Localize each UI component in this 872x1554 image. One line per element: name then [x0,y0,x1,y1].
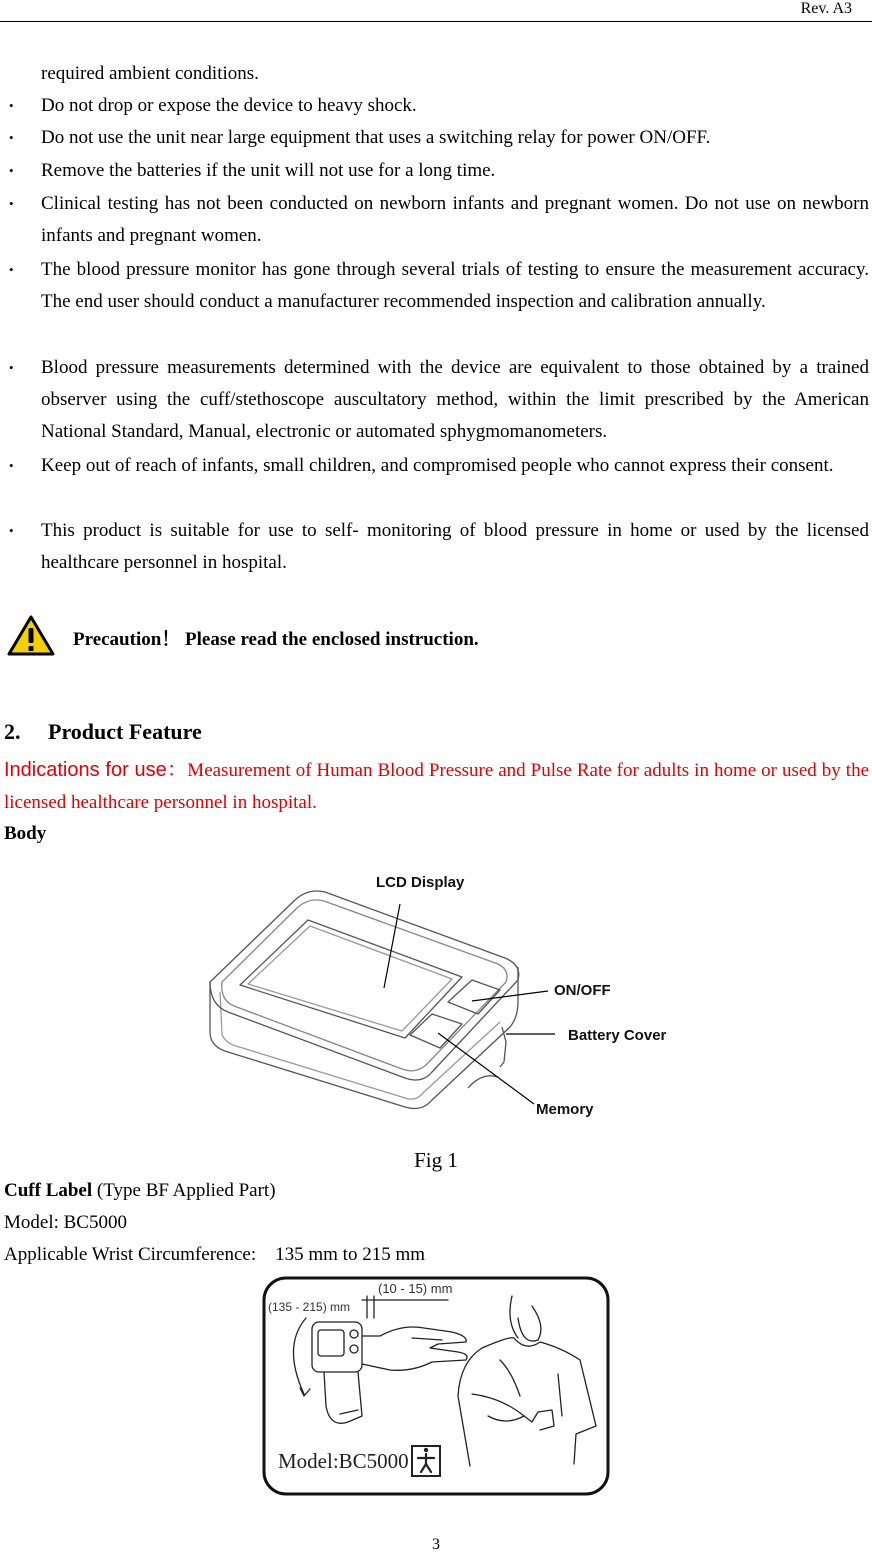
bullet-item: Keep out of reach of infants, small children, and compromised people who cannot express their consent. [41,455,834,476]
bullet-item: Do not drop or expose the device to heavy shock. [41,95,417,116]
bullet-item: Blood pressure measurements determined with the device are equivalent to those obtained by a trained observer using the cuff/stethoscope auscultatory method, within the limit prescribed by the American National Standard, Manual, electronic or automated sphygmomanometers. [41,357,869,442]
cuff-label-line [4,1175,276,1207]
offset-label: (10 - 15) mm [378,1281,453,1296]
bullet-item: Clinical testing has not been conducted on newborn infants and pregnant women. Do not use on newborn infants and pregnant women. [41,193,869,246]
bullet-icon: • [9,196,14,211]
bullet-icon: • [9,360,14,375]
indications-paragraph [4,754,869,819]
cuff-label-figure [262,1276,610,1498]
indications-text: Measurement of Human Blood Pressure and Pulse Rate for adults in home or used by the licensed healthcare personnel in hospital. [4,760,869,813]
indications-label: Indications for use： [4,759,188,781]
bullet-icon: • [9,262,14,277]
page-number: 3 [432,1536,440,1553]
body-heading: Body [4,823,47,844]
circumference-line: Applicable Wrist Circumference: 135 mm to 215 mm [4,1244,426,1265]
page-header [0,0,872,22]
section-title: Product Feature [48,719,202,744]
precaution-text: Precaution！ Please read the enclosed instruction. [73,629,479,650]
figure-caption: Fig 1 [414,1148,458,1172]
bullet-icon: • [9,130,14,145]
bullet-item: Do not use the unit near large equipment that uses a switching relay for power ON/OFF. [41,127,711,148]
on-off-label: ON/OFF [554,982,611,999]
revision-label: Rev. A3 [800,0,852,17]
bullet-icon: • [9,163,14,178]
type-bf-icon [412,1446,440,1476]
model-line: Model: BC5000 [4,1212,127,1233]
warning-icon [6,614,56,658]
cuff-note: (Type BF Applied Part) [96,1180,276,1201]
bullet-icon: • [9,523,14,538]
bullet-item: Remove the batteries if the unit will not use for a long time. [41,160,496,181]
lcd-display-label: LCD Display [376,874,465,891]
section-number: 2. [4,719,21,744]
bullet-icon: • [9,98,14,113]
bullet-item: This product is suitable for use to self- monitoring of blood pressure in home or used by the licensed healthcare personnel in hospital. [41,520,869,573]
bullet-icon: • [9,458,14,473]
intro-line: required ambient conditions. [41,63,259,84]
cuff-label: Cuff Label [4,1180,93,1201]
bullet-item: The blood pressure monitor has gone through several trials of testing to ensure the measurement accuracy. The end user should conduct a manufacturer recommended inspection and calibration annually. [41,259,869,312]
model-label: Model:BC5000 [278,1449,409,1473]
range-label: (135 - 215) mm [268,1300,351,1314]
device-figure [200,862,680,1130]
battery-cover-label: Battery Cover [568,1027,667,1044]
memory-label: Memory [536,1101,594,1118]
